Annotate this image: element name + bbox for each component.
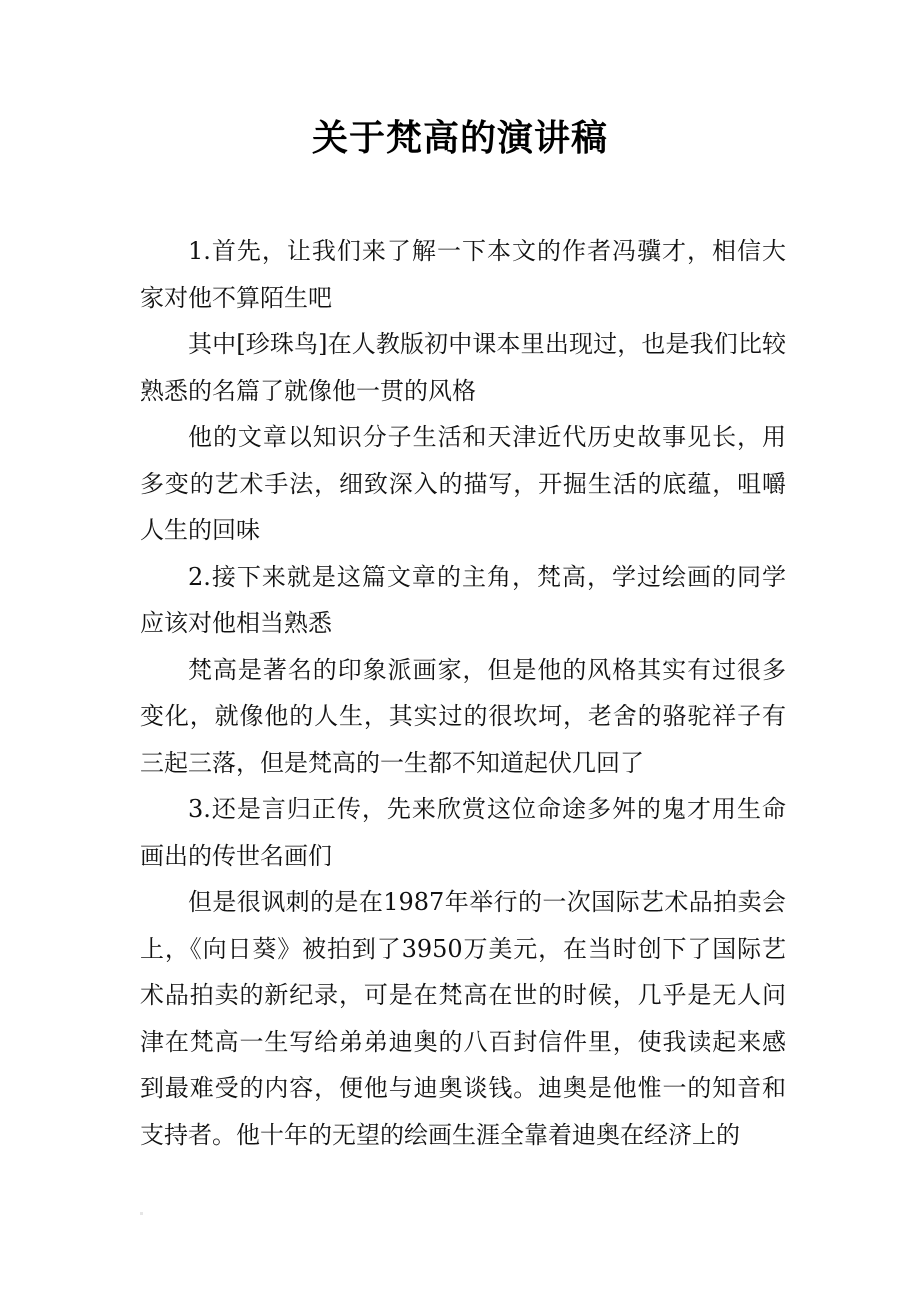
- document-body: [140, 228, 786, 1158]
- paragraph: 2.接下来就是这篇文章的主角，梵高，学过绘画的同学应该对他相当熟悉: [140, 562, 786, 637]
- document-title: 关于梵高的演讲稿: [311, 117, 608, 159]
- paragraph: 1.首先，让我们来了解一下本文的作者冯骥才，相信大家对他不算陌生吧: [140, 237, 786, 312]
- paragraph: 梵高是著名的印象派画家，但是他的风格其实有过很多变化，就像他的人生，其实过的很坎坷，老舍的骆驼祥子有三起三落，但是梵高的一生都不知道起伏几回了: [140, 655, 786, 777]
- paragraph: 3.还是言归正传，先来欣赏这位命途多舛的鬼才用生命画出的传世名画们: [140, 795, 786, 870]
- paragraph: 但是很讽刺的是在1987年举行的一次国际艺术品拍卖会上，《向日葵》被拍到了3950万美元，在当时创下了国际艺术品拍卖的新纪录，可是在梵高在世的时候，几乎是无人问津在梵高一生写给弟弟迪奥的八百封信件里，使我读起来感到最难受的内容，便他与迪奥谈钱。迪奥是他惟一的知音和支持者。他十年的无望的绘画生涯全靠着迪奥在经济上的: [140, 888, 786, 1149]
- page-footer-mark: [140, 1212, 143, 1215]
- paragraph: 他的文章以知识分子生活和天津近代历史故事见长，用多变的艺术手法，细致深入的描写，开掘生活的底蕴，咀嚼人生的回味: [140, 423, 786, 544]
- paragraph: 其中[珍珠鸟]在人教版初中课本里出现过，也是我们比较熟悉的名篇了就像他一贯的风格: [140, 330, 786, 405]
